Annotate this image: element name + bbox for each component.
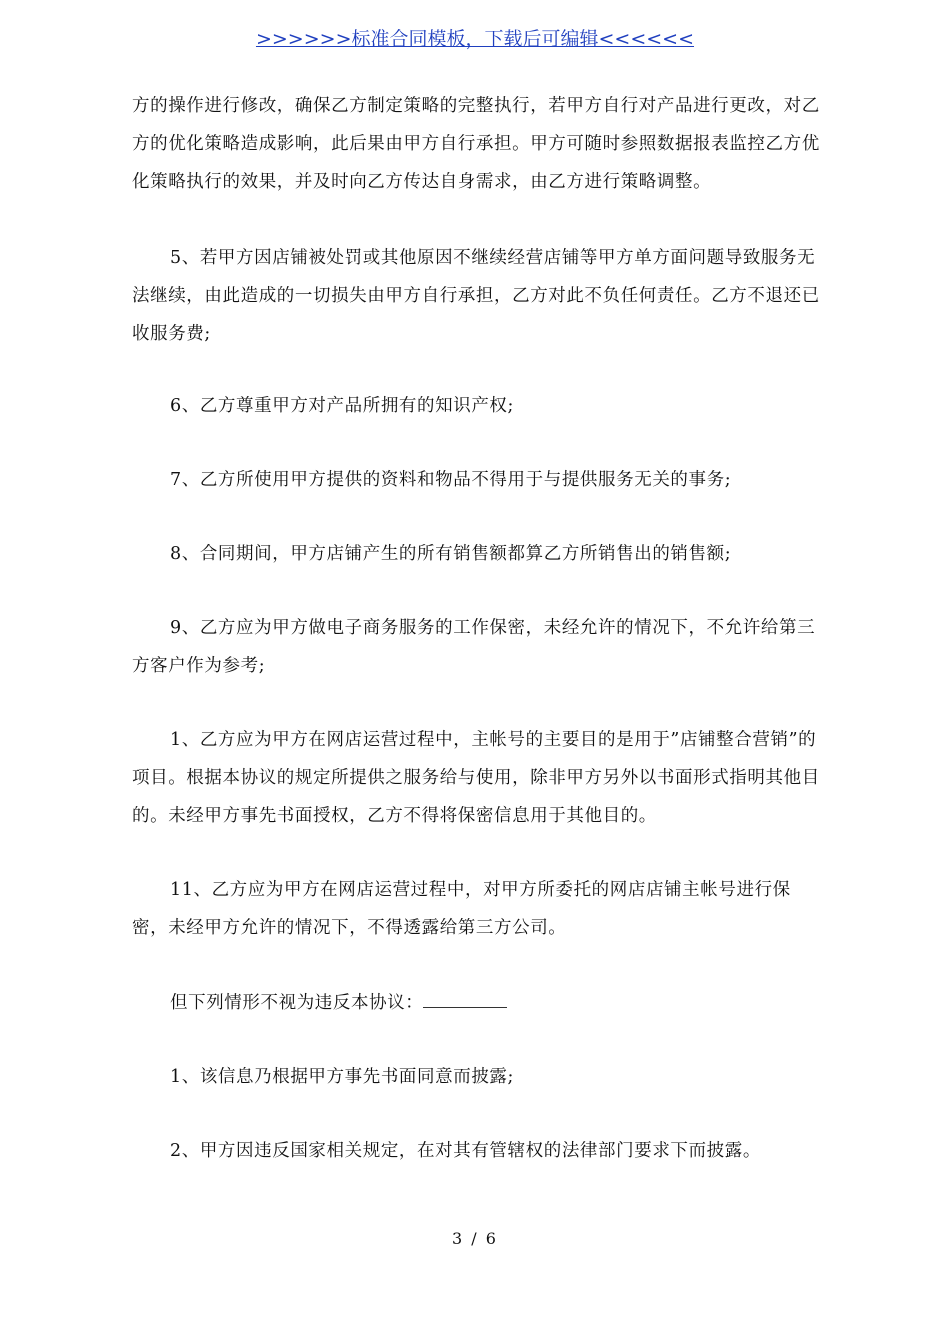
paragraph-continuation <box>132 87 824 201</box>
paragraph-text: 方的操作进行修改，确保乙方制定策略的完整执行，若甲方自行对产品进行更改，对乙方的优化策略造成影响，此后果由甲方自行承担。甲方可随时参照数据报表监控乙方优化策略执行的效果，并及时向乙方传达自身需求，由乙方进行策略调整。 <box>132 96 820 192</box>
clause-1-secrecy <box>132 721 824 835</box>
paragraph-text: 2、甲方因违反国家相关规定，在对其有管辖权的法律部门要求下而披露。 <box>170 1141 761 1161</box>
clause-11 <box>132 871 824 947</box>
paragraph-text: 但下列情形不视为违反本协议： <box>170 993 424 1013</box>
template-download-link[interactable]: >>>>>>标准合同模板，下载后可编辑<<<<<< <box>255 28 695 50</box>
clause-9 <box>132 609 824 685</box>
paragraph-text: 1、该信息乃根据甲方事先书面同意而披露; <box>170 1067 515 1087</box>
clause-5 <box>132 239 824 353</box>
paragraph-text: 8、合同期间，甲方店铺产生的所有销售额都算乙方所销售出的销售额; <box>170 544 732 564</box>
paragraph-text: 9、乙方应为甲方做电子商务服务的工作保密，未经允许的情况下，不允许给第三方客户作为参考; <box>132 618 816 676</box>
exceptions-intro <box>132 984 824 1022</box>
paragraph-text: 1、乙方应为甲方在网店运营过程中，主帐号的主要目的是用于”店铺整合营销”的项目。根据本协议的规定所提供之服务给与使用，除非甲方另外以书面形式指明其他目的。未经甲方事先书面授权，乙方不得将保密信息用于其他目的。 <box>132 730 820 826</box>
exception-2 <box>132 1132 824 1170</box>
page-number: 3 / 6 <box>452 1229 498 1248</box>
fill-blank <box>423 989 507 1008</box>
clause-6 <box>132 387 824 425</box>
paragraph-text: 7、乙方所使用甲方提供的资料和物品不得用于与提供服务无关的事务; <box>170 470 732 490</box>
paragraph-text: 5、若甲方因店铺被处罚或其他原因不继续经营店铺等甲方单方面问题导致服务无法继续，由此造成的一切损失由甲方自行承担，乙方对此不负任何责任。乙方不退还已收服务费; <box>132 248 820 344</box>
paragraph-text: 6、乙方尊重甲方对产品所拥有的知识产权; <box>170 396 515 416</box>
exception-1 <box>132 1058 824 1096</box>
paragraph-text: 11、乙方应为甲方在网店运营过程中，对甲方所委托的网店店铺主帐号进行保密，未经甲方允许的情况下，不得透露给第三方公司。 <box>132 880 791 938</box>
clause-8 <box>132 535 824 573</box>
clause-7 <box>132 461 824 499</box>
